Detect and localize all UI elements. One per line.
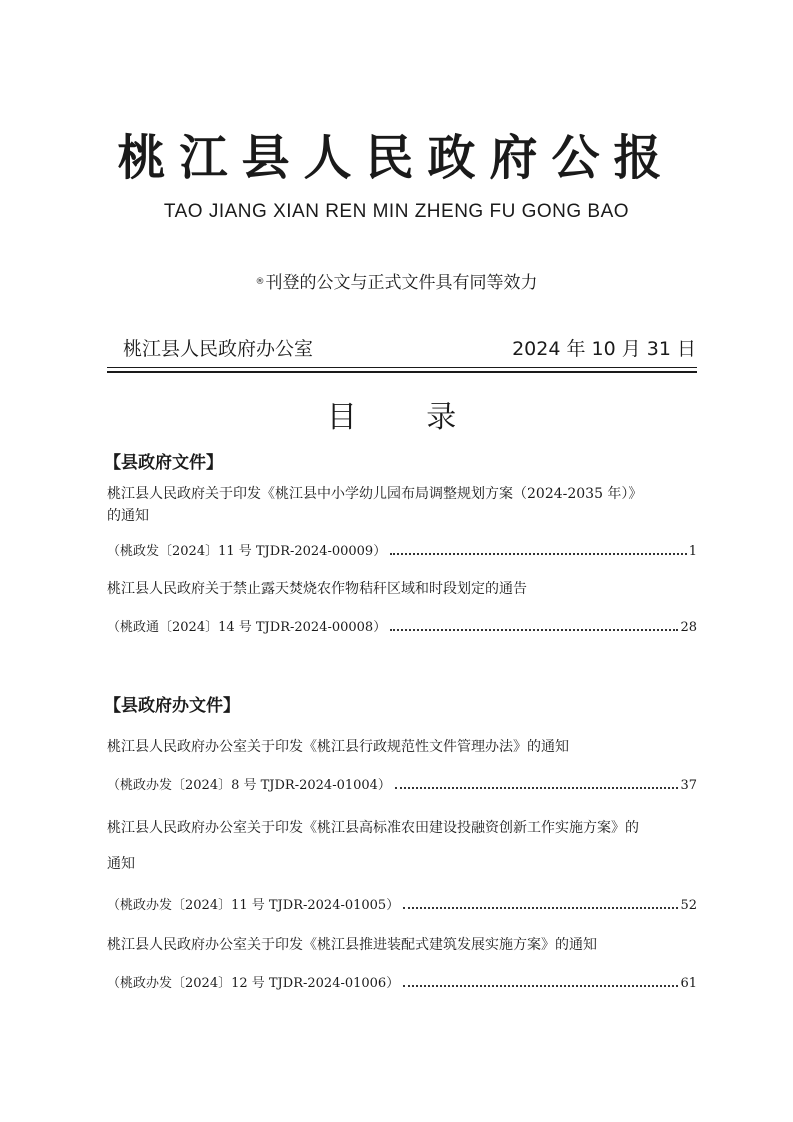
header-rule-thick [107,371,697,373]
publisher: 桃江县人民政府办公室 [123,338,314,360]
leader-dots [390,553,687,555]
leader-dots [403,907,678,909]
document-number: （桃政发〔2024〕11 号 TJDR-2024-00009） [107,544,387,559]
leader-dots [390,629,678,631]
document-number: （桃政通〔2024〕14 号 TJDR-2024-00008） [107,620,387,635]
toc-entry-title[interactable] [107,736,697,758]
validity-notice [0,270,793,295]
toc-entry-title[interactable] [107,817,697,875]
gazette-title: 桃江县人民政府公报 [117,130,676,186]
toc-entry-reference[interactable] [107,617,697,639]
page-number: 37 [680,778,697,793]
section-heading-county-government: 【县政府文件】 [104,453,223,473]
validity-notice-text: 刊登的公文与正式文件具有同等效力 [265,273,538,293]
document-number: （桃政办发〔2024〕8 号 TJDR-2024-01004） [107,778,391,793]
toc-entry-reference[interactable] [107,775,697,797]
toc-entry-title[interactable] [107,578,697,600]
section-heading-county-government-office: 【县政府办文件】 [104,696,240,716]
toc-title: 目 录 [326,400,487,435]
gazette-title-pinyin: TAO JIANG XIAN REN MIN ZHENG FU GONG BAO [163,201,630,222]
toc-entry-title[interactable] [107,483,697,527]
page-number: 1 [688,544,697,559]
page-number: 61 [680,976,697,991]
leader-dots [403,985,678,987]
toc-entry-line: 桃江县人民政府关于禁止露天焚烧农作物秸秆区域和时段划定的通告 [107,581,527,597]
document-number: （桃政办发〔2024〕12 号 TJDR-2024-01006） [107,976,400,991]
toc-entry-line: 桃江县人民政府办公室关于印发《桃江县行政规范性文件管理办法》的通知 [107,739,569,755]
toc-entry-line: 桃江县人民政府办公室关于印发《桃江县高标准农田建设投融资创新工作实施方案》的 [107,820,639,836]
toc-entry-reference[interactable] [107,973,697,995]
toc-entry-line: 的通知 [107,508,149,524]
document-number: （桃政办发〔2024〕11 号 TJDR-2024-01005） [107,898,400,913]
toc-entry-line: 桃江县人民政府关于印发《桃江县中小学幼儿园布局调整规划方案（2024-2035 年）》 [107,486,643,502]
leader-dots [395,787,679,789]
toc-entry-reference[interactable] [107,895,697,917]
page-number: 28 [680,620,697,635]
publication-date: 2024 年 10 月 31 日 [512,338,696,360]
toc-entry-reference[interactable] [107,541,697,563]
registered-mark: ® [255,277,265,287]
page-number: 52 [680,898,697,913]
header-rule-thin [107,367,697,368]
toc-entry-title[interactable] [107,934,697,956]
toc-entry-line: 桃江县人民政府办公室关于印发《桃江县推进装配式建筑发展实施方案》的通知 [107,937,597,953]
toc-entry-line: 通知 [107,856,135,872]
